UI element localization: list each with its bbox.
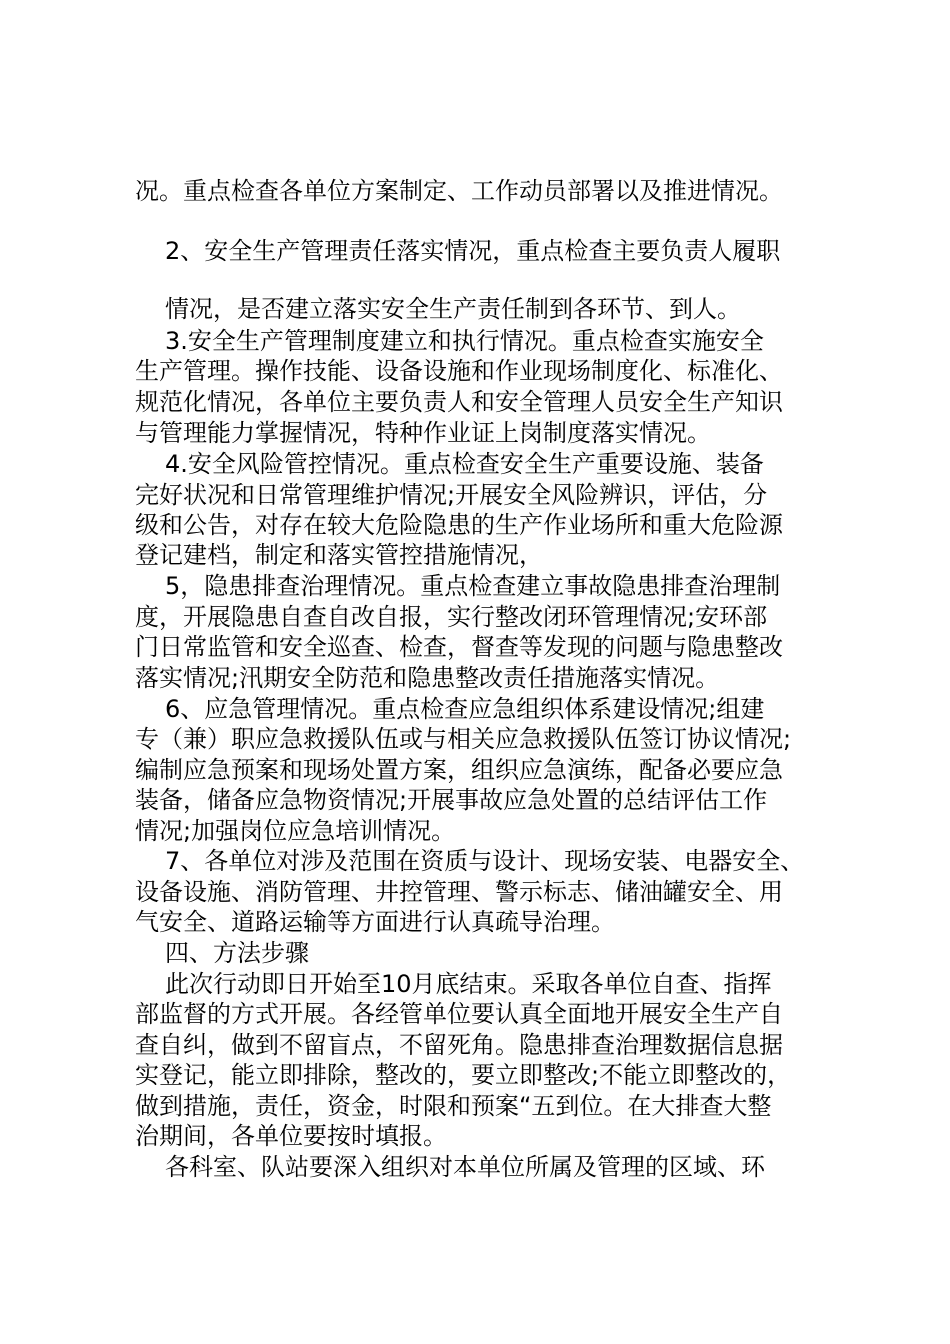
- text-line: 情况，是否建立落实安全生产责任制到各环节、到人。: [165, 295, 741, 323]
- text-line: 部监督的方式开展。各经管单位要认真全面地开展安全生产自: [135, 1000, 783, 1028]
- text-line: 各科室、队站要深入组织对本单位所属及管理的区域、环: [165, 1153, 765, 1181]
- text-line: 完好状况和日常管理维护情况;开展安全风险辨识，评估，分: [135, 481, 768, 509]
- text-line: 5，隐患排查治理情况。重点检查建立事故隐患排查治理制: [165, 572, 781, 600]
- text-line: 级和公告，对存在较大危险隐患的生产作业场所和重大危险源: [135, 511, 783, 539]
- text-line: 情况;加强岗位应急培训情况。: [135, 817, 456, 845]
- text-line: 落实情况;汛期安全防范和隐患整改责任措施落实情况。: [135, 664, 720, 692]
- text-line: 6、应急管理情况。重点检查应急组织体系建设情况;组建: [165, 695, 765, 723]
- text-line: 专（兼）职应急救援队伍或与相关应急救援队伍签订协议情况;: [135, 725, 792, 753]
- text-line: 2、安全生产管理责任落实情况，重点检查主要负责人履职: [165, 237, 781, 265]
- text-line: 治期间，各单位要按时填报。: [135, 1122, 447, 1150]
- text-line: 编制应急预案和现场处置方案，组织应急演练，配备必要应急: [135, 756, 783, 784]
- text-line: 门日常监管和安全巡查、检查，督查等发现的问题与隐患整改: [135, 633, 783, 661]
- text-line: 此次行动即日开始至10月底结束。采取各单位自查、指挥: [165, 970, 772, 998]
- text-line: 与管理能力掌握情况，特种作业证上岗制度落实情况。: [135, 419, 711, 447]
- text-line: 况。重点检查各单位方案制定、工作动员部署以及推进情况。: [135, 177, 783, 205]
- text-line: 做到措施，责任，资金，时限和预案“五到位。在大排查大整: [135, 1092, 772, 1120]
- text-line: 气安全、道路运输等方面进行认真疏导治理。: [135, 908, 615, 936]
- text-line: 设备设施、消防管理、井控管理、警示标志、储油罐安全、用: [135, 878, 783, 906]
- text-line: 实登记，能立即排除，整改的，要立即整改;不能立即整改的，: [135, 1061, 792, 1089]
- text-line: 规范化情况，各单位主要负责人和安全管理人员安全生产知识: [135, 388, 783, 416]
- text-line: 查自纠，做到不留盲点，不留死角。隐患排查治理数据信息据: [135, 1031, 783, 1059]
- text-line: 3.安全生产管理制度建立和执行情况。重点检查实施安全: [165, 327, 764, 355]
- text-line: 生产管理。操作技能、设备设施和作业现场制度化、标准化、: [135, 357, 783, 385]
- text-line: 度，开展隐患自查自改自报，实行整改闭环管理情况;安环部: [135, 603, 768, 631]
- text-line: 4.安全风险管控情况。重点检查安全生产重要设施、装备: [165, 450, 764, 478]
- text-line: 登记建档，制定和落实管控措施情况，: [135, 541, 543, 569]
- text-line: 装备，储备应急物资情况;开展事故应急处置的总结评估工作: [135, 786, 768, 814]
- text-line: 7、各单位对涉及范围在资质与设计、现场安装、电器安全、: [165, 847, 805, 875]
- section-heading: 四、方法步骤: [165, 939, 309, 967]
